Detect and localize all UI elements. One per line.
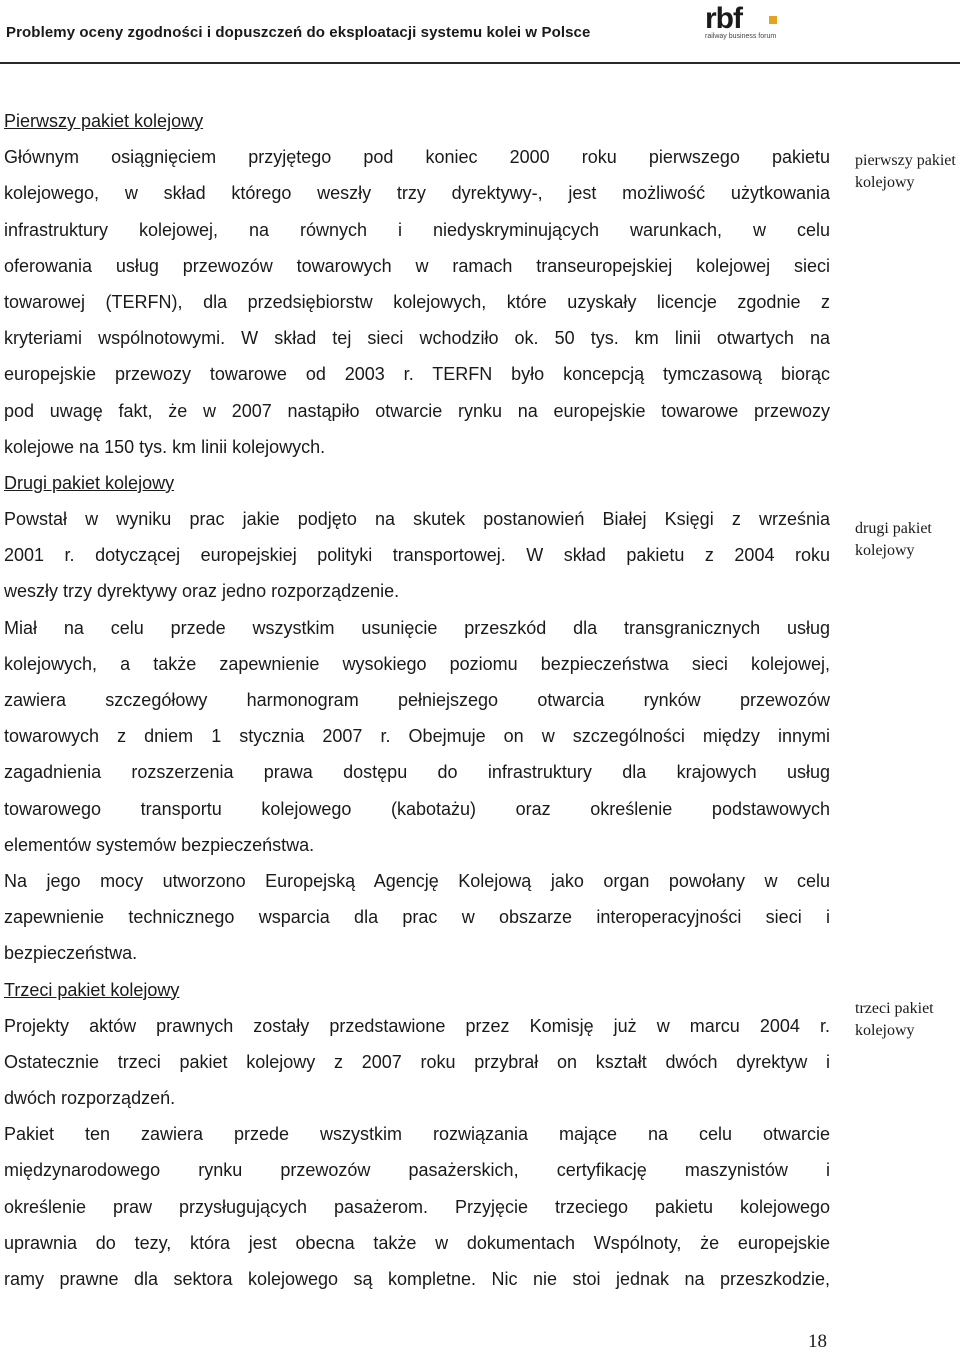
text-line: międzynarodowego rynku przewozów pasażerskich, certyfikację maszynistów i <box>4 1160 830 1181</box>
running-header-title: Problemy oceny zgodności i dopuszczeń do eksploatacji systemu kolei w Polsce <box>6 24 591 41</box>
section-heading: Drugi pakiet kolejowy <box>4 472 175 493</box>
logo-wordmark: rbf <box>705 2 742 35</box>
rbf-logo <box>702 2 782 42</box>
text-line: określenie praw przysługujących pasażerom. Przyjęcie trzeciego pakietu kolejowego <box>4 1196 830 1217</box>
text-line: kryteriami wspólnotowymi. W skład tej sieci wchodziło ok. 50 tys. km linii otwartych na <box>4 328 830 349</box>
text-line: Pakiet ten zawiera przede wszystkim rozwiązania mające na celu otwarcie <box>4 1124 830 1145</box>
text-line: zagadnienia rozszerzenia prawa dostępu do infrastruktury dla krajowych usług <box>4 762 830 783</box>
text-line: Na jego mocy utworzono Europejską Agencję Kolejową jako organ powołany w celu <box>4 870 830 891</box>
text-line: Powstał w wyniku prac jakie podjęto na skutek postanowień Białej Księgi z września <box>4 509 830 530</box>
text-line: oferowania usług przewozów towarowych w ramach transeuropejskiej kolejowej sieci <box>4 255 830 276</box>
text-line: dwóch rozporządzeń. <box>4 1088 176 1109</box>
logo-subtitle: railway business forum <box>705 33 777 40</box>
text-line: zawiera szczegółowy harmonogram pełniejszego otwarcia rynków przewozów <box>4 690 830 710</box>
text-line: ramy prawne dla sektora kolejowego są kompletne. Nic nie stoi jednak na przeszkodzie, <box>4 1269 830 1289</box>
text-line: weszły trzy dyrektywy oraz jedno rozporządzenie. <box>4 581 400 602</box>
text-line: Miał na celu przede wszystkim usunięcie przeszkód dla transgranicznych usług <box>4 617 830 638</box>
text-line: bezpieczeństwa. <box>4 943 138 964</box>
text-line: towarowych z dniem 1 stycznia 2007 r. Obejmuje on w szczególności między innymi <box>4 726 830 747</box>
margin-note-first-package: pierwszy pakiet kolejowy <box>855 152 956 191</box>
margin-note-second-package: drugi pakiet kolejowy <box>855 520 932 559</box>
margin-note-third-package: trzeci pakiet kolejowy <box>855 1000 934 1039</box>
text-line: pod uwagę fakt, że w 2007 nastąpiło otwarcie rynku na europejskie towarowe przewozy <box>4 400 830 421</box>
document-body <box>4 103 830 1297</box>
logo-accent-square <box>769 16 777 24</box>
header-divider <box>0 62 960 64</box>
text-line: kolejowego, w skład którego weszły trzy dyrektywy-, jest możliwość użytkowania <box>4 183 830 204</box>
text-line: zapewnienie technicznego wsparcia dla prac w obszarze interoperacyjności sieci i <box>4 907 830 928</box>
text-line: elementów systemów bezpieczeństwa. <box>4 834 315 855</box>
section-heading: Pierwszy pakiet kolejowy <box>4 111 204 131</box>
text-line: kolejowych, a także zapewnienie wysokiego poziomu bezpieczeństwa sieci kolejowej, <box>4 653 830 674</box>
text-line: towarowego transportu kolejowego (kabotażu) oraz określenie podstawowych <box>4 798 830 819</box>
page-number: 18 <box>808 1331 827 1352</box>
text-line: kolejowe na 150 tys. km linii kolejowych. <box>4 436 326 457</box>
text-line: 2001 r. dotyczącej europejskiej polityki transportowej. W skład pakietu z 2004 roku <box>4 545 830 566</box>
text-line: towarowej (TERFN), dla przedsiębiorstw kolejowych, które uzyskały licencje zgodnie z <box>4 291 830 312</box>
text-line: europejskie przewozy towarowe od 2003 r. TERFN było koncepcją tymczasową biorąc <box>4 364 830 385</box>
text-line: Głównym osiągnięciem przyjętego pod koniec 2000 roku pierwszego pakietu <box>4 147 830 168</box>
text-line: uprawnia do tezy, która jest obecna także w dokumentach Wspólnoty, że europejskie <box>4 1232 830 1253</box>
text-line: infrastruktury kolejowej, na równych i niedyskryminujących warunkach, w celu <box>4 219 830 240</box>
text-line: Ostatecznie trzeci pakiet kolejowy z 2007 roku przybrał on kształt dwóch dyrektyw i <box>4 1051 830 1072</box>
text-line: Projekty aktów prawnych zostały przedstawione przez Komisję już w marcu 2004 r. <box>4 1015 830 1036</box>
section-heading: Trzeci pakiet kolejowy <box>4 979 180 1000</box>
